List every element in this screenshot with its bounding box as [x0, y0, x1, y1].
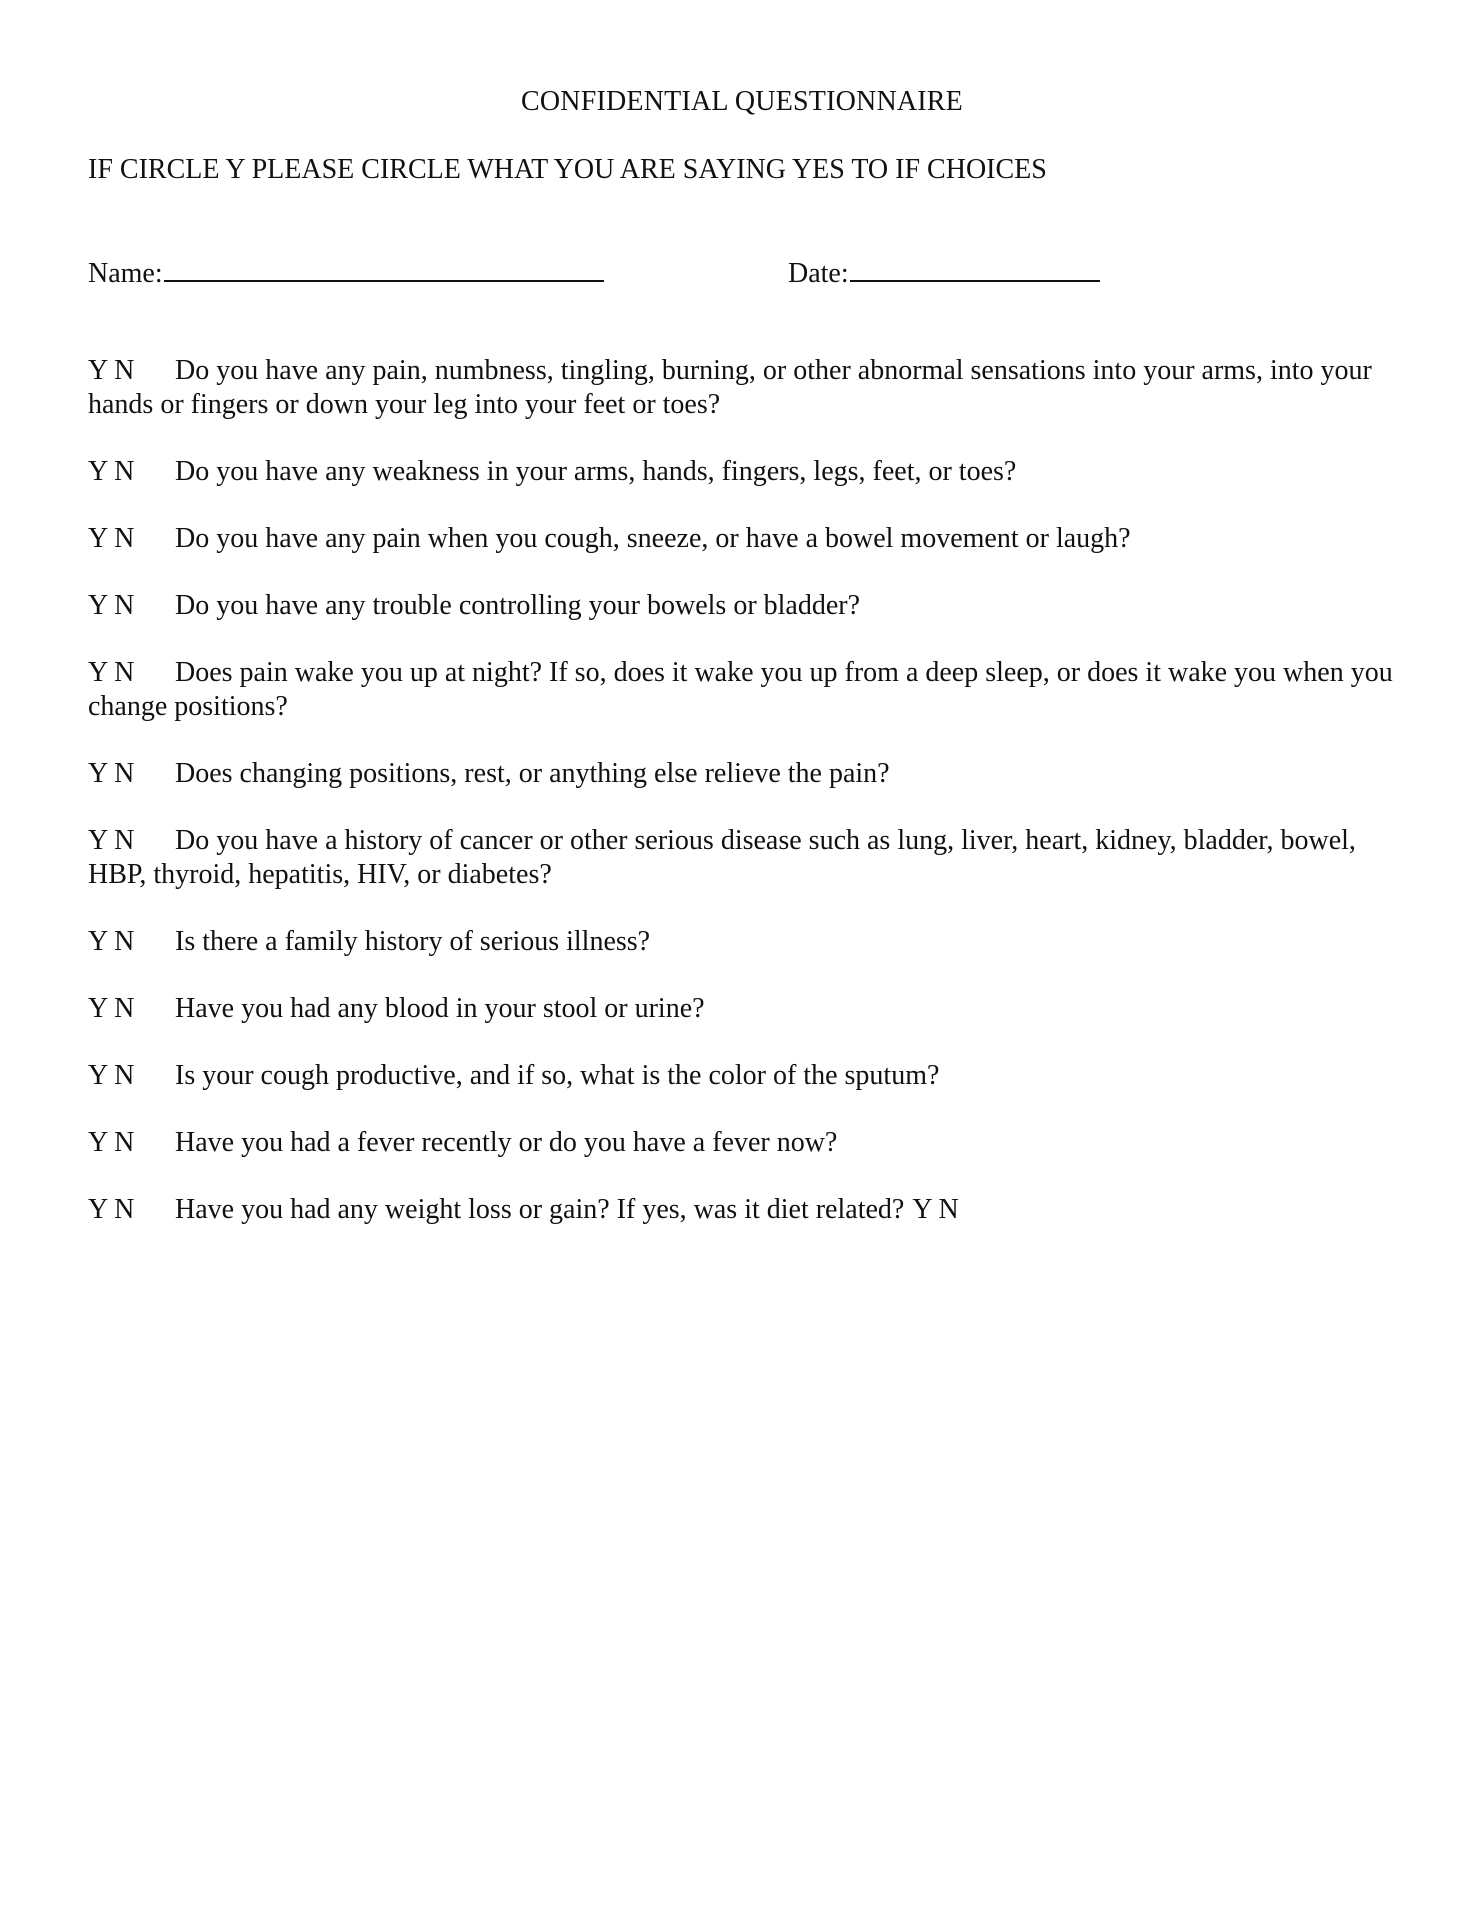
- question-text: Have you had any weight loss or gain? If yes, was it diet related?: [175, 1194, 905, 1225]
- date-field[interactable]: [788, 254, 1100, 291]
- instruction-text: IF CIRCLE Y PLEASE CIRCLE WHAT YOU ARE SAYING YES TO IF CHOICES: [88, 154, 1047, 185]
- yes-no-choice[interactable]: Y N: [88, 758, 135, 789]
- name-blank-line[interactable]: [164, 254, 604, 282]
- question-item: [88, 354, 1408, 422]
- question-item: [88, 824, 1408, 892]
- date-label: Date:: [788, 258, 849, 289]
- name-label: Name:: [88, 258, 163, 289]
- question-text: Do you have any trouble controlling your bowels or bladder?: [175, 590, 861, 621]
- question-text: Do you have any pain when you cough, sneeze, or have a bowel movement or laugh?: [175, 523, 1131, 554]
- question-item: [88, 656, 1408, 724]
- question-list: [88, 354, 1408, 1260]
- question-item: [88, 992, 1408, 1026]
- question-text: Is there a family history of serious illness?: [175, 926, 651, 957]
- yes-no-choice[interactable]: Y N: [88, 1060, 135, 1091]
- question-item: [88, 757, 1408, 791]
- question-text: Is your cough productive, and if so, what is the color of the sputum?: [175, 1060, 940, 1091]
- yes-no-choice[interactable]: Y N: [88, 993, 135, 1024]
- diet-related-yes-no-choice[interactable]: Y N: [912, 1194, 959, 1225]
- question-item: [88, 925, 1408, 959]
- question-text: Do you have any weakness in your arms, hands, fingers, legs, feet, or toes?: [175, 456, 1017, 487]
- question-text: Have you had any blood in your stool or urine?: [175, 993, 705, 1024]
- question-item: [88, 1126, 1408, 1160]
- yes-no-choice[interactable]: Y N: [88, 590, 135, 621]
- question-item: [88, 1193, 1408, 1227]
- document-title: CONFIDENTIAL QUESTIONNAIRE: [520, 86, 963, 117]
- question-text: Does pain wake you up at night? If so, does it wake you up from a deep sleep, or does it wake you when you change positions?: [88, 657, 1393, 722]
- date-blank-line[interactable]: [850, 254, 1100, 282]
- yes-no-choice[interactable]: Y N: [88, 523, 135, 554]
- yes-no-choice[interactable]: Y N: [88, 926, 135, 957]
- yes-no-choice[interactable]: Y N: [88, 657, 135, 688]
- question-item: [88, 522, 1408, 556]
- yes-no-choice[interactable]: Y N: [88, 456, 135, 487]
- yes-no-choice[interactable]: Y N: [88, 1194, 135, 1225]
- yes-no-choice[interactable]: Y N: [88, 825, 135, 856]
- question-item: [88, 1059, 1408, 1093]
- question-item: [88, 455, 1408, 489]
- yes-no-choice[interactable]: Y N: [88, 355, 135, 386]
- question-text: Have you had a fever recently or do you have a fever now?: [175, 1127, 838, 1158]
- question-text: Do you have a history of cancer or other serious disease such as lung, liver, heart, kidney, bladder, bowel, HBP, thyroid, hepatitis, HIV, or diabetes?: [88, 825, 1356, 890]
- yes-no-choice[interactable]: Y N: [88, 1127, 135, 1158]
- question-item: [88, 589, 1408, 623]
- question-text: Does changing positions, rest, or anything else relieve the pain?: [175, 758, 890, 789]
- question-text: Do you have any pain, numbness, tingling, burning, or other abnormal sensations into your arms, into your hands or fingers or down your leg into your feet or toes?: [88, 355, 1372, 420]
- name-field[interactable]: [88, 254, 604, 291]
